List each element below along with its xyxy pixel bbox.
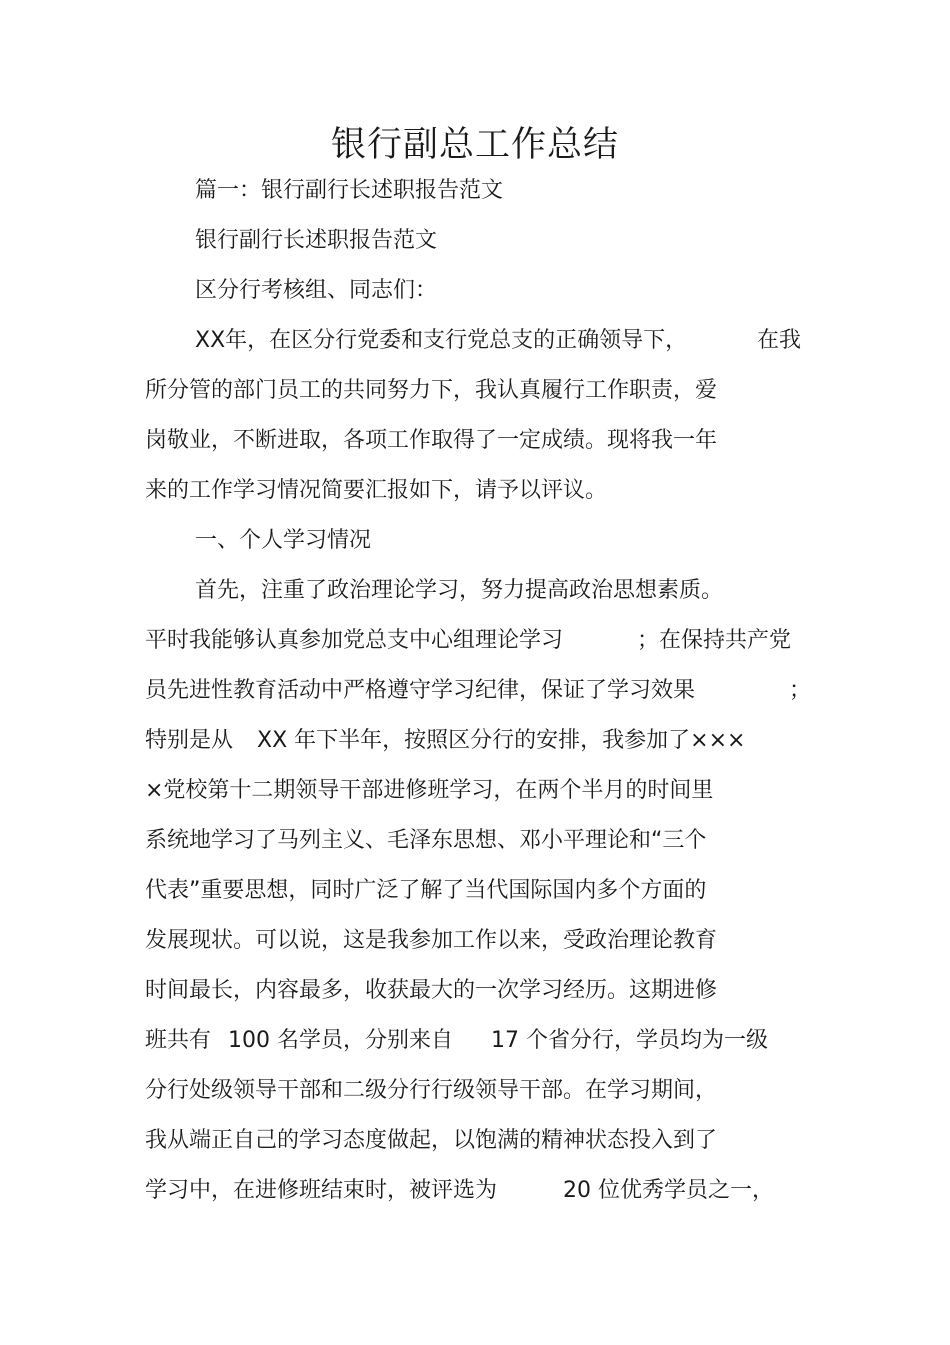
text-line: 时间最长，内容最多，收获最大的一次学习经历。这期进修: [145, 978, 718, 1003]
section-heading: 篇一：银行副行长述职报告范文: [195, 178, 504, 203]
text-line: XX年，在区分行党委和支行党总支的正确领导下，: [195, 328, 688, 353]
text-line: 班共有: [145, 1028, 212, 1053]
text-line: 平时我能够认真参加党总支中心组理论学习: [145, 628, 564, 653]
document-title: 银行副总工作总结: [330, 125, 619, 165]
text-line: 系统地学习了马列主义、毛泽东思想、邓小平理论和“三个: [145, 828, 707, 853]
text-line: 所分管的部门员工的共同努力下，我认真履行工作职责，爱: [145, 378, 718, 403]
text-line: 发展现状。可以说，这是我参加工作以来，受政治理论教育: [145, 928, 718, 953]
text-line: 岗敬业，不断进取，各项工作取得了一定成绩。现将我一年: [145, 428, 718, 453]
text-line: 我从端正自己的学习态度做起，以饱满的精神状态投入到了: [145, 1128, 718, 1153]
text-line: XX 年下半年，按照区分行的安排，我参加了×××: [257, 728, 746, 753]
subsection-heading: 一、个人学习情况: [195, 528, 372, 553]
text-line: 来的工作学习情况简要汇报如下，请予以评议。: [145, 478, 608, 503]
text-line: 员先进性教育活动中严格遵守学习纪律，保证了学习效果: [145, 678, 696, 703]
text-line: 分行处级领导干部和二级分行行级领导干部。在学习期间，: [145, 1078, 718, 1103]
text-line: 首先，注重了政治理论学习，努力提高政治思想素质。: [195, 578, 724, 603]
report-title: 银行副行长述职报告范文: [195, 228, 438, 253]
text-line: ；在保持共产党: [637, 628, 792, 653]
text-line: 在我: [757, 328, 802, 353]
text-line: 20 位优秀学员之一，: [563, 1178, 774, 1203]
text-line: ；: [789, 678, 812, 703]
salutation: 区分行考核组、同志们：: [195, 278, 438, 303]
text-line: 特别是从: [145, 728, 234, 753]
text-line: 学习中，在进修班结束时，被评选为: [145, 1178, 498, 1203]
text-line: ×党校第十二期领导干部进修班学习，在两个半月的时间里: [145, 778, 714, 803]
text-line: 代表”重要思想，同时广泛了解了当代国际国内多个方面的: [145, 878, 707, 903]
text-line: 17 个省分行，学员均为一级: [491, 1028, 768, 1053]
text-line: 100 名学员，分别来自: [228, 1028, 453, 1053]
